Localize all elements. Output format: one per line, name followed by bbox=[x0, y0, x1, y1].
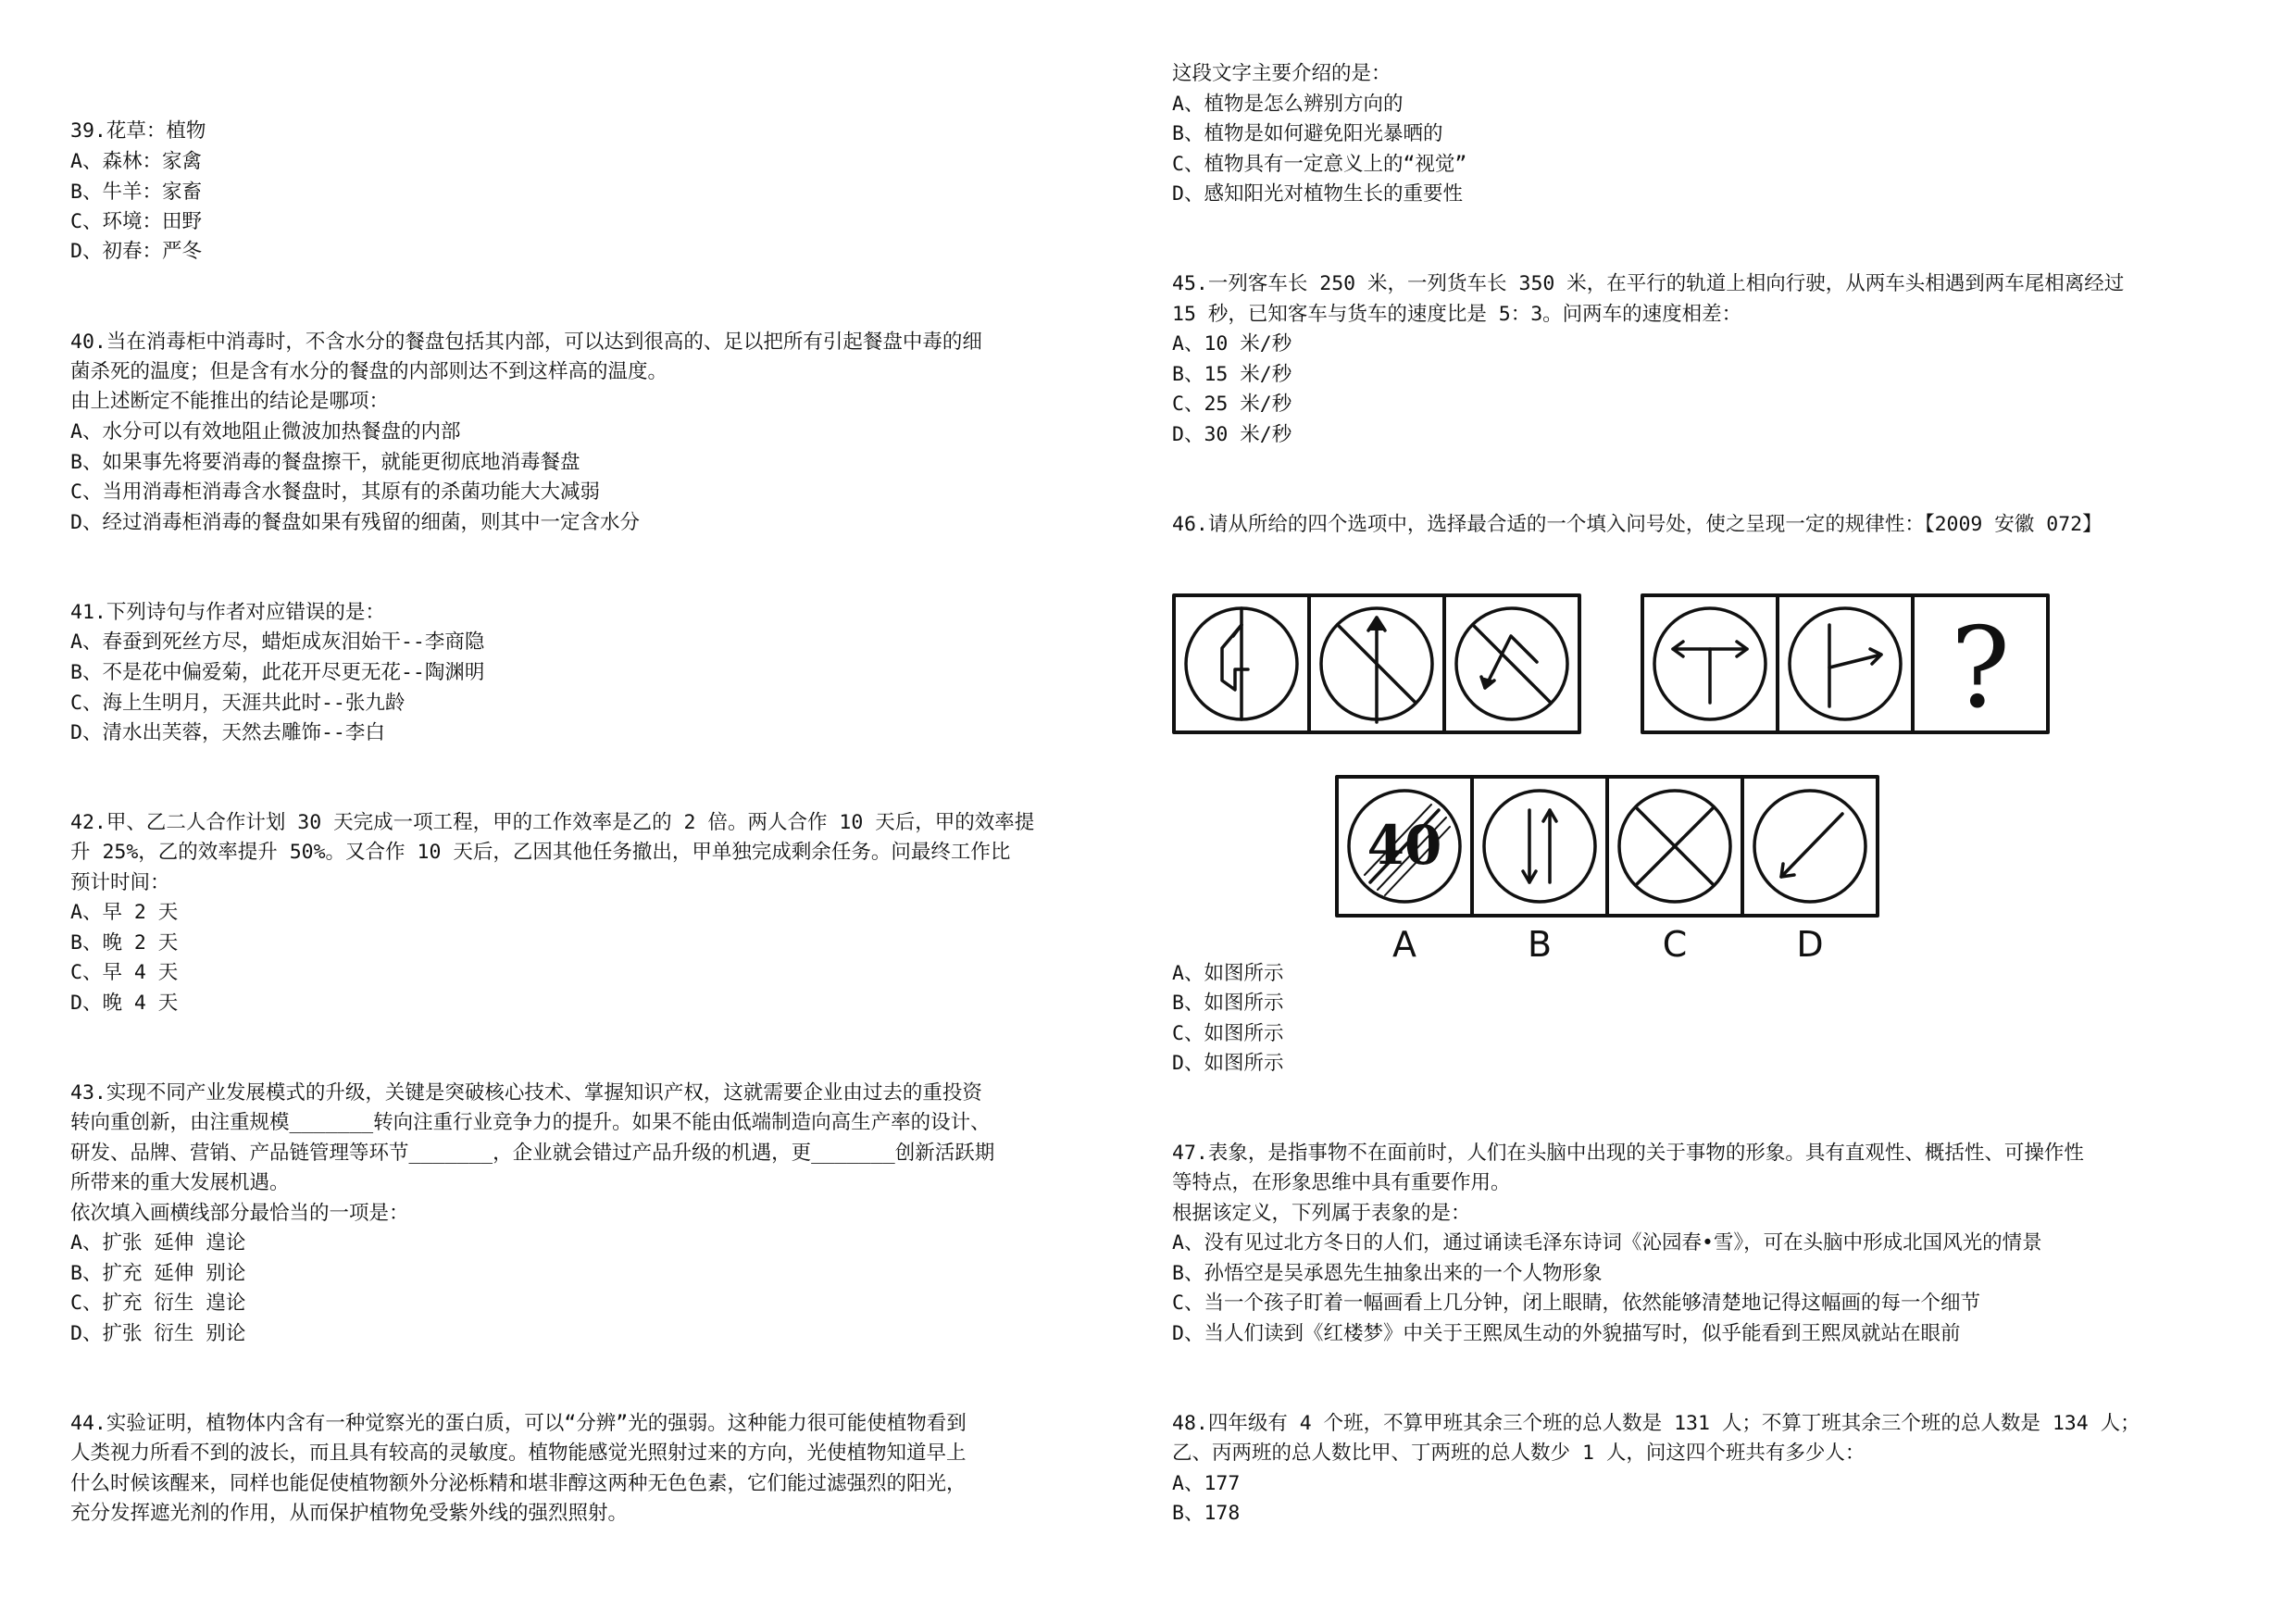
text-line: A、植物是怎么辨别方向的 bbox=[1172, 93, 1404, 116]
text-line: 48.四年级有 4 个班，不算甲班其余三个班的总人数是 131 人；不算丁班其余三个班的总人数是 134 人； bbox=[1172, 1412, 2140, 1435]
text-line: A、如图所示 bbox=[1172, 962, 1284, 985]
option-label-d: D bbox=[1796, 924, 1824, 965]
sequence-cell-4 bbox=[1654, 608, 1766, 719]
option-d-symbol bbox=[1754, 791, 1866, 902]
text-line: A、177 bbox=[1172, 1472, 1241, 1495]
text-line: D、30 米/秒 bbox=[1172, 423, 1292, 446]
text-line: 升 25%，乙的效率提升 50%。又合作 10 天后，乙因其他任务撤出，甲单独完成剩余任务。问最终工作比 bbox=[70, 841, 1011, 864]
text-line: A、水分可以有效地阻止微波加热餐盘的内部 bbox=[70, 420, 461, 443]
text-line: C、如图所示 bbox=[1172, 1022, 1284, 1045]
text-line: B、孙悟空是吴承恩先生抽象出来的一个人物形象 bbox=[1172, 1262, 1603, 1285]
text-line: A、扩张 延伸 遑论 bbox=[70, 1231, 246, 1255]
text-line: 充分发挥遮光剂的作用，从而保护植物免受紫外线的强烈照射。 bbox=[70, 1502, 629, 1525]
text-line: 研发、品牌、营销、产品链管理等环节_______，企业就会错过产品升级的机遇，更_______创新活跃期 bbox=[70, 1142, 995, 1165]
sequence-cell-2 bbox=[1321, 608, 1432, 722]
text-line: D、如图所示 bbox=[1172, 1052, 1284, 1075]
text-line: A、没有见过北方冬日的人们，通过诵读毛泽东诗词《沁园春•雪》，可在头脑中形成北国风光的情景 bbox=[1172, 1231, 2042, 1255]
text-line: B、如图所示 bbox=[1172, 992, 1284, 1015]
question-mark: ? bbox=[1950, 605, 2011, 733]
q46-figure bbox=[1168, 588, 2279, 977]
option-b-symbol bbox=[1484, 791, 1595, 902]
text-line: B、扩充 延伸 别论 bbox=[70, 1262, 246, 1285]
option-label-a: A bbox=[1392, 924, 1416, 965]
text-line: A、森林：家禽 bbox=[70, 150, 202, 173]
text-line: B、晚 2 天 bbox=[70, 931, 179, 955]
text-line: B、植物是如何避免阳光暴晒的 bbox=[1172, 122, 1443, 145]
sequence-cell-3 bbox=[1456, 608, 1567, 719]
q46-figure-svg bbox=[1168, 588, 2279, 977]
text-line: 15 秒，已知客车与货车的速度比是 5：3。问两车的速度相差： bbox=[1172, 303, 1742, 326]
text-line: 41.下列诗句与作者对应错误的是： bbox=[70, 601, 385, 624]
text-line: 44.实验证明，植物体内含有一种觉察光的蛋白质，可以“分辨”光的强弱。这种能力很可能使植物看到 bbox=[70, 1412, 967, 1435]
option-c-symbol bbox=[1619, 791, 1730, 902]
text-line: D、晚 4 天 bbox=[70, 992, 179, 1015]
text-line: D、初春：严冬 bbox=[70, 240, 202, 263]
text-line: 预计时间： bbox=[70, 871, 170, 894]
text-line: 这段文字主要介绍的是： bbox=[1172, 62, 1391, 85]
text-line: A、10 米/秒 bbox=[1172, 332, 1292, 356]
text-line: C、早 4 天 bbox=[70, 961, 179, 984]
sequence-cell-5 bbox=[1790, 608, 1901, 719]
text-line: A、春蚕到死丝方尽，蜡炬成灰泪始干--李商隐 bbox=[70, 630, 485, 654]
text-line: 所带来的重大发展机遇。 bbox=[70, 1171, 290, 1194]
text-line: C、植物具有一定意义上的“视觉” bbox=[1172, 153, 1467, 176]
text-line: 43.实现不同产业发展模式的升级，关键是突破核心技术、掌握知识产权，这就需要企业由过去的重投资 bbox=[70, 1081, 982, 1105]
text-line: A、早 2 天 bbox=[70, 901, 179, 924]
text-line: C、当一个孩子盯着一幅画看上几分钟，闭上眼睛，依然能够清楚地记得这幅画的每一个细节 bbox=[1172, 1292, 1980, 1315]
text-line: 由上述断定不能推出的结论是哪项： bbox=[70, 390, 390, 413]
text-line: C、当用消毒柜消毒含水餐盘时，其原有的杀菌功能大大减弱 bbox=[70, 481, 600, 504]
text-line: B、不是花中偏爱菊，此花开尽更无花--陶渊明 bbox=[70, 661, 485, 684]
text-line: C、扩充 衍生 遑论 bbox=[70, 1292, 246, 1315]
text-line: B、牛羊：家畜 bbox=[70, 181, 202, 204]
sequence-cell-1 bbox=[1186, 608, 1297, 719]
text-line: 45.一列客车长 250 米，一列货车长 350 米，在平行的轨道上相向行驶，从两车头相遇到两车尾相离经过 bbox=[1172, 272, 2125, 295]
text-line: 根据该定义，下列属于表象的是： bbox=[1172, 1202, 1471, 1225]
text-line: 40.当在消毒柜中消毒时，不含水分的餐盘包括其内部，可以达到很高的、足以把所有引起餐盘中毒的细 bbox=[70, 331, 982, 354]
text-line: 什么时候该醒来，同样也能促使植物额外分泌栎精和堪非醇这两种无色色素，它们能过滤强烈的阳光， bbox=[70, 1472, 967, 1495]
text-line: 等特点，在形象思维中具有重要作用。 bbox=[1172, 1171, 1511, 1194]
text-line: 乙、丙两班的总人数比甲、丁两班的总人数少 1 人，问这四个班共有多少人： bbox=[1172, 1442, 1866, 1465]
text-line: 菌杀死的温度；但是含有水分的餐盘的内部则达不到这样高的温度。 bbox=[70, 360, 668, 383]
text-line: D、经过消毒柜消毒的餐盘如果有残留的细菌，则其中一定含水分 bbox=[70, 511, 640, 534]
text-line: 转向重创新，由注重规模_______转向注重行业竞争力的提升。如果不能由低端制造向高生产率的设计、 bbox=[70, 1111, 991, 1134]
text-line: C、环境：田野 bbox=[70, 210, 202, 233]
text-line: 46.请从所给的四个选项中，选择最合适的一个填入问号处，使之呈现一定的规律性：【2009 安徽 072】 bbox=[1172, 513, 2103, 536]
text-line: B、15 米/秒 bbox=[1172, 363, 1292, 386]
text-line: 47.表象，是指事物不在面前时，人们在头脑中出现的关于事物的形象。具有直观性、概括性、可操作性 bbox=[1172, 1142, 2084, 1165]
text-line: 人类视力所看不到的波长，而且具有较高的灵敏度。植物能感觉光照射过来的方向，光使植物知道早上 bbox=[70, 1442, 967, 1465]
text-line: D、扩张 衍生 别论 bbox=[70, 1322, 246, 1345]
text-line: D、感知阳光对植物生长的重要性 bbox=[1172, 182, 1463, 206]
option-label-c: C bbox=[1662, 924, 1688, 965]
option-a-number: 40 bbox=[1366, 814, 1442, 877]
text-line: B、178 bbox=[1172, 1502, 1241, 1525]
option-label-b: B bbox=[1527, 924, 1553, 965]
text-line: C、海上生明月，天涯共此时--张九龄 bbox=[70, 692, 406, 715]
text-line: 39.花草：植物 bbox=[70, 119, 206, 143]
text-line: D、当人们读到《红楼梦》中关于王熙凤生动的外貌描写时，似乎能看到王熙凤就站在眼前 bbox=[1172, 1322, 1961, 1345]
text-line: D、清水出芙蓉，天然去雕饰--李白 bbox=[70, 721, 385, 744]
text-line: B、如果事先将要消毒的餐盘擦干，就能更彻底地消毒餐盘 bbox=[70, 451, 580, 474]
text-line: C、25 米/秒 bbox=[1172, 393, 1292, 416]
text-line: 42.甲、乙二人合作计划 30 天完成一项工程，甲的工作效率是乙的 2 倍。两人合作 10 天后，甲的效率提 bbox=[70, 811, 1035, 834]
text-line: 依次填入画横线部分最恰当的一项是： bbox=[70, 1202, 409, 1225]
